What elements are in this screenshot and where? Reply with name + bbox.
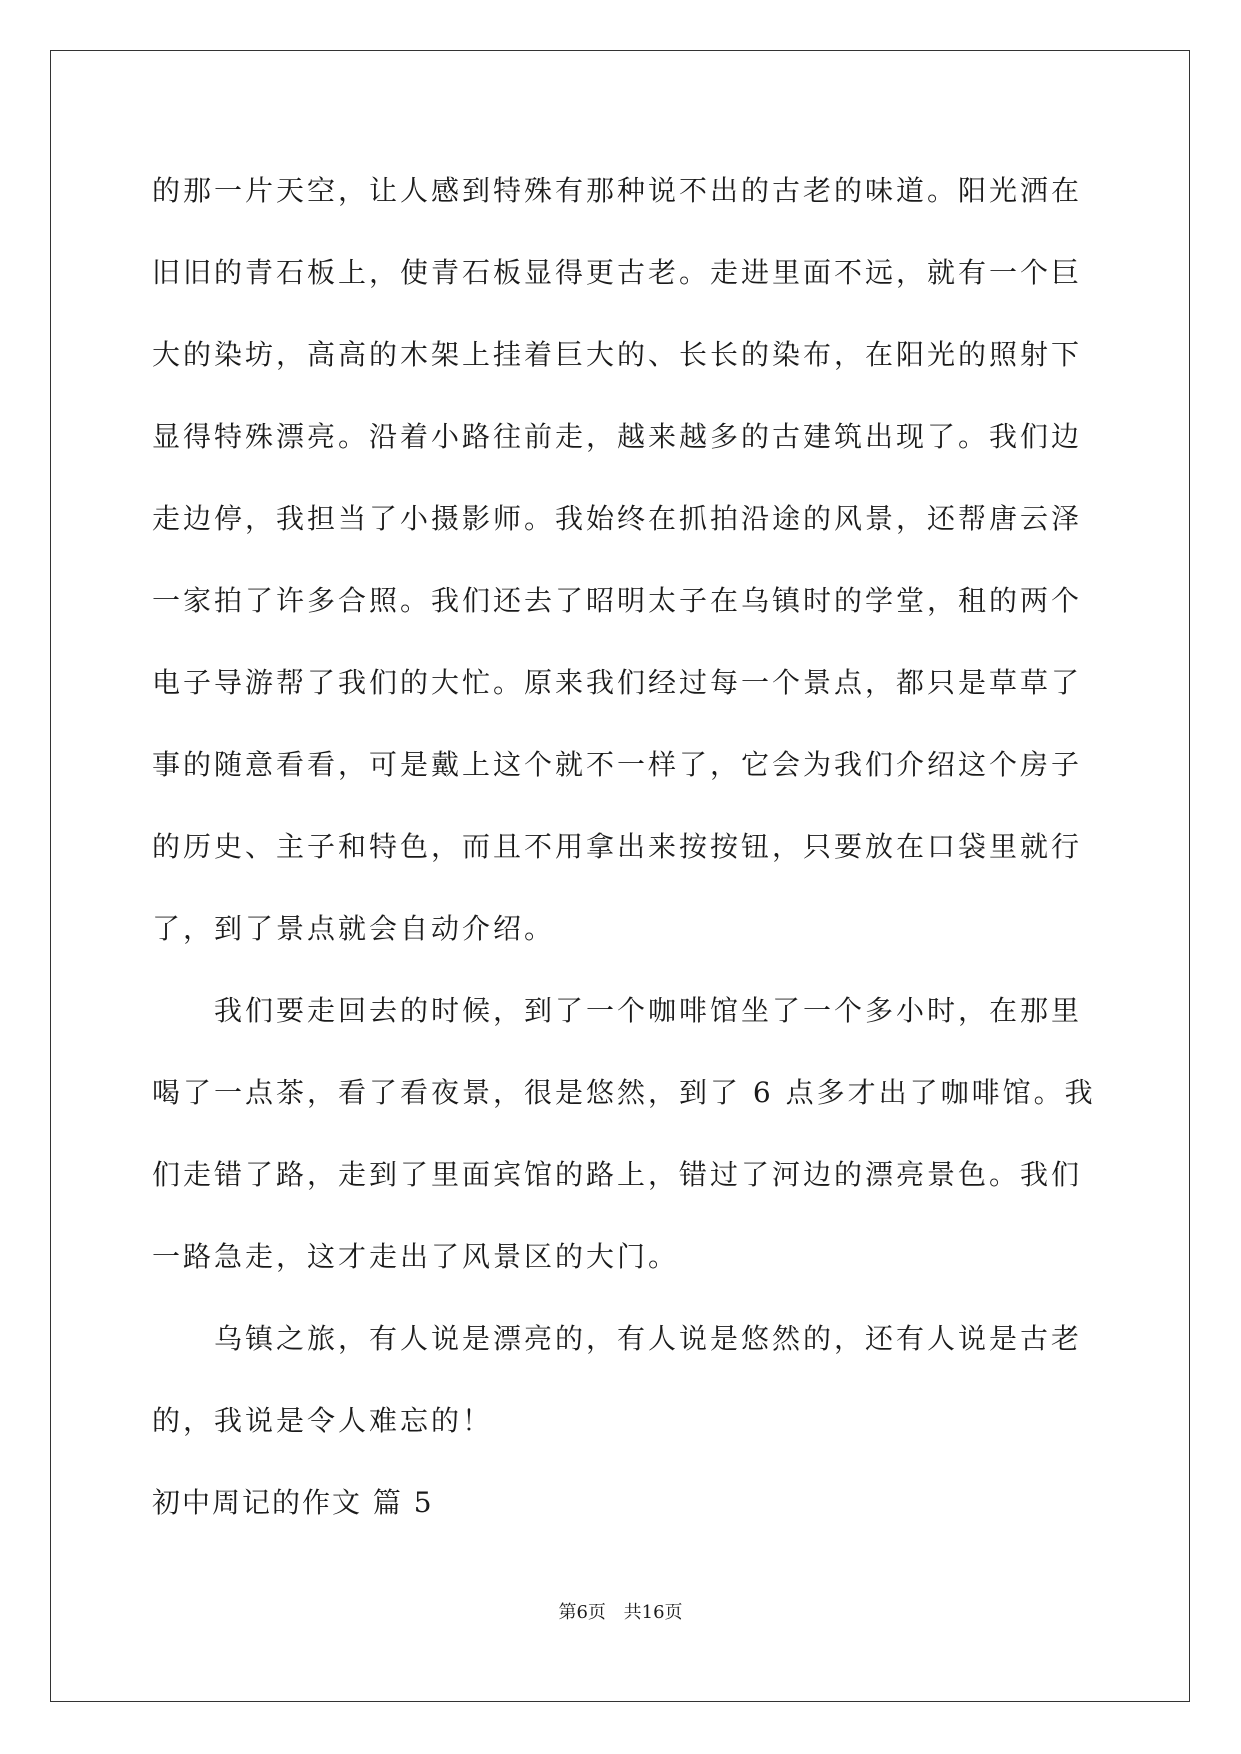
text-line: 喝了一点茶，看了看夜景，很是悠然，到了 6 点多才出了咖啡馆。我 [152, 1076, 1096, 1109]
paragraph-first-line: 我们要走回去的时候，到了一个咖啡馆坐了一个多小时，在那里 [214, 994, 1083, 1027]
page-number-total: 共16页 [623, 1602, 683, 1623]
text-line: 电子导游帮了我们的大忙。原来我们经过每一个景点，都只是草草了 [152, 666, 1083, 699]
text-line: 一路急走，这才走出了风景区的大门。 [152, 1240, 680, 1273]
text-line: 的那一片天空，让人感到特殊有那种说不出的古老的味道。阳光洒在 [152, 174, 1083, 207]
text-line: 一家拍了许多合照。我们还去了昭明太子在乌镇时的学堂，租的两个 [152, 584, 1083, 617]
text-line: 的，我说是令人难忘的！ [152, 1404, 494, 1437]
text-line: 了，到了景点就会自动介绍。 [152, 912, 556, 945]
text-line: 显得特殊漂亮。沿着小路往前走，越来越多的古建筑出现了。我们边 [152, 420, 1083, 453]
text-line: 们走错了路，走到了里面宾馆的路上，错过了河边的漂亮景色。我们 [152, 1158, 1083, 1191]
text-line: 旧旧的青石板上，使青石板显得更古老。走进里面不远，就有一个巨 [152, 256, 1083, 289]
page-number-current: 第6页 [558, 1602, 606, 1623]
text-line: 事的随意看看，可是戴上这个就不一样了，它会为我们介绍这个房子 [152, 748, 1083, 781]
page-footer [0, 1598, 1241, 1624]
paragraph-first-line: 乌镇之旅，有人说是漂亮的，有人说是悠然的，还有人说是古老 [214, 1322, 1083, 1355]
text-line: 走边停，我担当了小摄影师。我始终在抓拍沿途的风景，还帮唐云泽 [152, 502, 1083, 535]
text-line: 的历史、主子和特色，而且不用拿出来按按钮，只要放在口袋里就行 [152, 830, 1083, 863]
text-line: 大的染坊，高高的木架上挂着巨大的、长长的染布，在阳光的照射下 [152, 338, 1083, 371]
section-heading: 初中周记的作文 篇 5 [152, 1486, 434, 1519]
document-body [152, 163, 1096, 1557]
